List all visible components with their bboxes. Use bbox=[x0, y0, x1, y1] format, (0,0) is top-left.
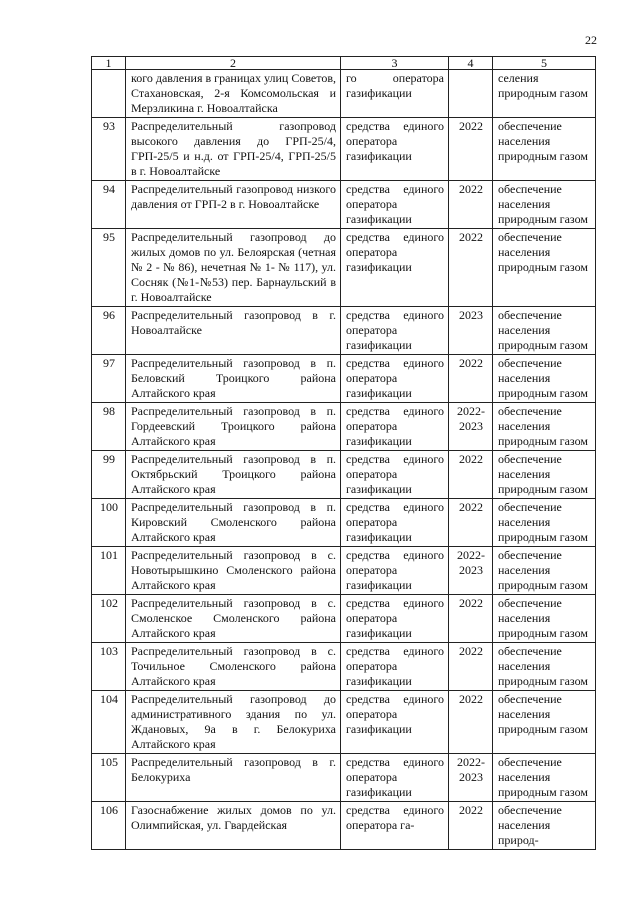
table-row bbox=[92, 499, 596, 547]
purpose-cell: обеспечение населения природ- bbox=[493, 802, 596, 850]
table-row bbox=[92, 643, 596, 691]
purpose-cell: селения природным газом bbox=[493, 70, 596, 118]
purpose-cell: обеспечение населения природным газом bbox=[493, 355, 596, 403]
header-col-5: 5 bbox=[493, 57, 596, 70]
table-body bbox=[92, 70, 596, 850]
table-row bbox=[92, 403, 596, 451]
implementation-year-cell: 2022 bbox=[449, 181, 493, 229]
funding-source-cell: средства единого оператора газификации bbox=[341, 643, 449, 691]
row-number-cell: 100 bbox=[92, 499, 126, 547]
funding-source-cell: средства единого оператора газификации bbox=[341, 499, 449, 547]
object-name-cell: Распределительный газопровод в г. Белокуриха bbox=[126, 754, 341, 802]
page-number: 22 bbox=[585, 33, 597, 47]
purpose-cell: обеспечение населения природным газом bbox=[493, 754, 596, 802]
funding-source-cell: средства единого оператора газификации bbox=[341, 118, 449, 181]
funding-source-cell: средства единого оператора газификации bbox=[341, 595, 449, 643]
object-name-cell: Распределительный газопровод в п. Октябрьский Троицкого района Алтайского края bbox=[126, 451, 341, 499]
implementation-year-cell: 2022-2023 bbox=[449, 403, 493, 451]
table-row bbox=[92, 547, 596, 595]
table-row bbox=[92, 229, 596, 307]
funding-source-cell: средства единого оператора газификации bbox=[341, 307, 449, 355]
table-row bbox=[92, 754, 596, 802]
row-number-cell: 95 bbox=[92, 229, 126, 307]
implementation-year-cell: 2022 bbox=[449, 229, 493, 307]
implementation-year-cell: 2022-2023 bbox=[449, 547, 493, 595]
row-number-cell: 105 bbox=[92, 754, 126, 802]
row-number-cell: 101 bbox=[92, 547, 126, 595]
implementation-year-cell: 2022 bbox=[449, 499, 493, 547]
table-row bbox=[92, 118, 596, 181]
funding-source-cell: средства единого оператора газификации bbox=[341, 181, 449, 229]
implementation-year-cell: 2022 bbox=[449, 451, 493, 499]
table-row bbox=[92, 595, 596, 643]
funding-source-cell: средства единого оператора газификации bbox=[341, 547, 449, 595]
object-name-cell: Распределительный газопровод в с. Точильное Смоленского района Алтайского края bbox=[126, 643, 341, 691]
table-row bbox=[92, 307, 596, 355]
row-number-cell: 98 bbox=[92, 403, 126, 451]
purpose-cell: обеспечение населения природным газом bbox=[493, 118, 596, 181]
row-number-cell: 97 bbox=[92, 355, 126, 403]
purpose-cell: обеспечение населения природным газом bbox=[493, 229, 596, 307]
object-name-cell: Распределительный газопровод в п. Беловский Троицкого района Алтайского края bbox=[126, 355, 341, 403]
funding-source-cell: средства единого оператора газификации bbox=[341, 451, 449, 499]
row-number-cell: 94 bbox=[92, 181, 126, 229]
funding-source-cell: средства единого оператора га- bbox=[341, 802, 449, 850]
table-row bbox=[92, 70, 596, 118]
table-header-row bbox=[92, 57, 596, 70]
row-number-cell: 106 bbox=[92, 802, 126, 850]
implementation-year-cell: 2022 bbox=[449, 355, 493, 403]
table-row bbox=[92, 451, 596, 499]
row-number-cell: 102 bbox=[92, 595, 126, 643]
object-name-cell: Распределительный газопровод низкого давления от ГРП-2 в г. Новоалтайске bbox=[126, 181, 341, 229]
table-row bbox=[92, 181, 596, 229]
implementation-year-cell: 2022 bbox=[449, 643, 493, 691]
gasification-table bbox=[91, 56, 596, 850]
header-col-1: 1 bbox=[92, 57, 126, 70]
object-name-cell: Распределительный газопровод в п. Гордеевский Троицкого района Алтайского края bbox=[126, 403, 341, 451]
object-name-cell: Распределительный газопровод до жилых домов по ул. Белоярская (четная № 2 - № 86), нечетная № 1- № 117), ул. Сосняк (№1-№53) пер. Барнаульский в г. Новоалтайске bbox=[126, 229, 341, 307]
purpose-cell: обеспечение населения природным газом bbox=[493, 181, 596, 229]
header-col-2: 2 bbox=[126, 57, 341, 70]
table-row bbox=[92, 355, 596, 403]
object-name-cell: Распределительный газопровод в п. Кировский Смоленского района Алтайского края bbox=[126, 499, 341, 547]
funding-source-cell: средства единого оператора газификации bbox=[341, 229, 449, 307]
object-name-cell: Распределительный газопровод в с. Новотырышкино Смоленского района Алтайского края bbox=[126, 547, 341, 595]
table-row bbox=[92, 802, 596, 850]
implementation-year-cell: 2022 bbox=[449, 691, 493, 754]
funding-source-cell: средства единого оператора газификации bbox=[341, 355, 449, 403]
funding-source-cell: го оператора газификации bbox=[341, 70, 449, 118]
object-name-cell: кого давления в границах улиц Советов, Стахановская, 2-я Комсомольская и Мерзликина г. Новоалтайска bbox=[126, 70, 341, 118]
purpose-cell: обеспечение населения природным газом bbox=[493, 499, 596, 547]
implementation-year-cell: 2022 bbox=[449, 802, 493, 850]
implementation-year-cell bbox=[449, 70, 493, 118]
object-name-cell: Распределительный газопровод в с. Смоленское Смоленского района Алтайского края bbox=[126, 595, 341, 643]
purpose-cell: обеспечение населения природным газом bbox=[493, 595, 596, 643]
funding-source-cell: средства единого оператора газификации bbox=[341, 403, 449, 451]
row-number-cell bbox=[92, 70, 126, 118]
purpose-cell: обеспечение населения природным газом bbox=[493, 691, 596, 754]
implementation-year-cell: 2022-2023 bbox=[449, 754, 493, 802]
funding-source-cell: средства единого оператора газификации bbox=[341, 691, 449, 754]
purpose-cell: обеспечение населения природным газом bbox=[493, 307, 596, 355]
table-row bbox=[92, 691, 596, 754]
row-number-cell: 99 bbox=[92, 451, 126, 499]
object-name-cell: Газоснабжение жилых домов по ул. Олимпийская, ул. Гвардейская bbox=[126, 802, 341, 850]
object-name-cell: Распределительный газопровод до административного здания по ул. Ждановых, 9а в г. Белокуриха Алтайского края bbox=[126, 691, 341, 754]
implementation-year-cell: 2022 bbox=[449, 118, 493, 181]
row-number-cell: 104 bbox=[92, 691, 126, 754]
implementation-year-cell: 2023 bbox=[449, 307, 493, 355]
purpose-cell: обеспечение населения природным газом bbox=[493, 643, 596, 691]
implementation-year-cell: 2022 bbox=[449, 595, 493, 643]
header-col-4: 4 bbox=[449, 57, 493, 70]
header-col-3: 3 bbox=[341, 57, 449, 70]
row-number-cell: 96 bbox=[92, 307, 126, 355]
object-name-cell: Распределительный газопровод высокого давления до ГРП-25/4, ГРП-25/5 и н.д. от ГРП-25/4, ГРП-25/5 в г. Новоалтайске bbox=[126, 118, 341, 181]
funding-source-cell: средства единого оператора газификации bbox=[341, 754, 449, 802]
row-number-cell: 93 bbox=[92, 118, 126, 181]
purpose-cell: обеспечение населения природным газом bbox=[493, 403, 596, 451]
row-number-cell: 103 bbox=[92, 643, 126, 691]
purpose-cell: обеспечение населения природным газом bbox=[493, 451, 596, 499]
purpose-cell: обеспечение населения природным газом bbox=[493, 547, 596, 595]
object-name-cell: Распределительный газопровод в г. Новоалтайске bbox=[126, 307, 341, 355]
